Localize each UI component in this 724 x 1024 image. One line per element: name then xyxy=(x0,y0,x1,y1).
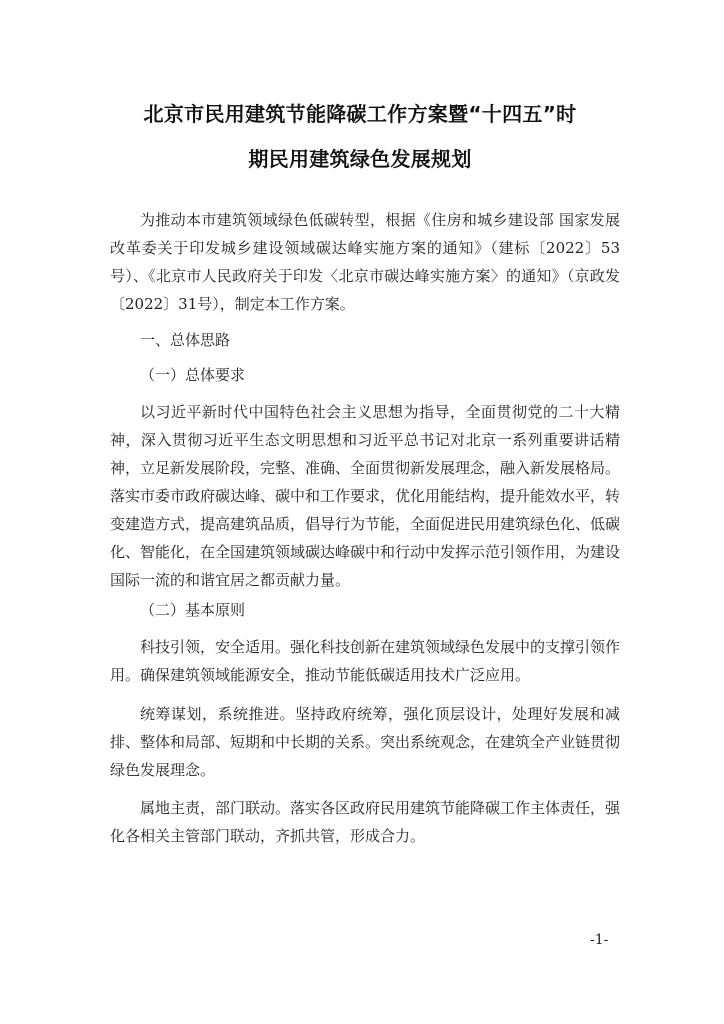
section1-heading: 一、总体思路 xyxy=(140,331,231,349)
section1-block xyxy=(110,326,620,354)
document-title-line2: 期民用建筑绿色发展规划 xyxy=(248,147,472,171)
intro-block xyxy=(110,206,620,318)
principle3-block xyxy=(110,794,620,850)
principle1-paragraph: 科技引领，安全适用。强化科技创新在建筑领域绿色发展中的支撑引领作用。确保建筑领域能源安全，推动节能低碳适用技术广泛应用。 xyxy=(110,638,621,684)
general-requirements-paragraph: 以习近平新时代中国特色社会主义思想为指导，全面贯彻党的二十大精神，深入贯彻习近平生态文明思想和习近平总书记对北京一系列重要讲话精神，立足新发展阶段，完整、准确、全面贯彻新发展理念，融入新发展格局。落实市委市政府碳达峰、碳中和工作要求，优化用能结构，提升能效水平，转变建造方式，提高建筑品质，倡导行为节能，全面促进民用建筑绿色化、低碳化、智能化，在全国建筑领域碳达峰碳中和行动中发挥示范引领作用，为建设国际一流的和谐宜居之都贡献力量。 xyxy=(110,403,621,589)
principle2-paragraph: 统筹谋划，系统推进。坚持政府统筹，强化顶层设计，处理好发展和减排、整体和局部、短期和中长期的关系。突出系统观念，在建筑全产业链贯彻绿色发展理念。 xyxy=(110,705,621,779)
general-requirements-block xyxy=(110,398,620,594)
principle2-block xyxy=(110,700,620,784)
page-number: -1- xyxy=(590,932,609,948)
subsection1-block xyxy=(110,361,620,389)
intro-paragraph: 为推动本市建筑领域绿色低碳转型，根据《住房和城乡建设部 国家发展改革委关于印发城乡建设领域碳达峰实施方案的通知》（建标〔2022〕53号）、《北京市人民政府关于印发〈北京市碳达峰实施方案〉的通知》（京政发〔2022〕31号），制定本工作方案。 xyxy=(110,211,620,313)
principle3-paragraph: 属地主责，部门联动。落实各区政府民用建筑节能降碳工作主体责任，强化各相关主管部门联动，齐抓共管，形成合力。 xyxy=(110,799,621,845)
principle1-block xyxy=(110,633,620,689)
subsection2-block xyxy=(110,596,620,624)
subsection1-heading: （一）总体要求 xyxy=(140,366,246,384)
subsection2-heading: （二）基本原则 xyxy=(140,601,246,619)
document-title-line1: 北京市民用建筑节能降碳工作方案暨“十四五”时 xyxy=(143,102,577,126)
